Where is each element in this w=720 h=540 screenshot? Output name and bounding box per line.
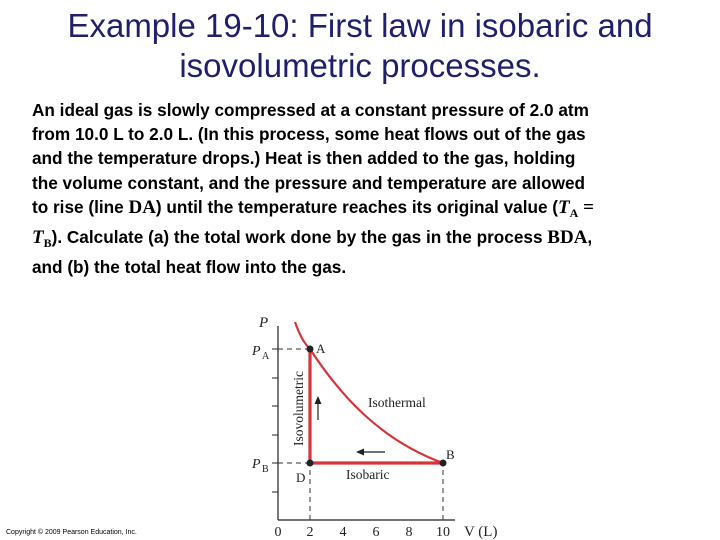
pa-sub: A xyxy=(262,351,270,362)
isobaric-label: Isobaric xyxy=(346,467,390,482)
point-d-label: D xyxy=(296,470,306,485)
problem-line-7: and (b) the total heat flow into the gas. xyxy=(32,257,347,278)
line5-equals: = xyxy=(578,196,594,218)
x-tick-10: 10 xyxy=(436,525,450,540)
x-tick-4: 4 xyxy=(339,525,347,540)
isovolumetric-label: Isovolumetric xyxy=(291,371,306,446)
title-line-2: isovolumetric processes. xyxy=(179,47,541,84)
point-d-marker xyxy=(307,460,314,467)
line5-t: T xyxy=(558,196,570,218)
problem-line-3: and the temperature drops.) Heat is then added to the gas, holding xyxy=(32,148,576,169)
problem-line-1: An ideal gas is slowly compressed at a constant pressure of 2.0 atm xyxy=(32,100,589,120)
left-arrow-head xyxy=(356,449,364,456)
copyright-notice: Copyright © 2009 Pearson Education, Inc. xyxy=(6,529,137,536)
line6-sub-b: B xyxy=(43,236,52,251)
y-ticks xyxy=(272,349,278,492)
problem-line-4: the volume constant, and the pressure and temperature are allowed xyxy=(32,172,586,193)
line5-da: DA xyxy=(128,196,156,218)
x-tick-2: 2 xyxy=(306,525,314,540)
isothermal-label: Isothermal xyxy=(368,395,426,410)
title-line-1: Example 19-10: First law in isobaric and xyxy=(67,7,653,44)
problem-line-2: from 10.0 L to 2.0 L. (In this process, some heat flows out of the gas xyxy=(32,124,586,145)
y-axis-label: P xyxy=(259,315,269,331)
line6-bda: BDA xyxy=(547,227,588,249)
line5-text-a: to rise (line xyxy=(32,196,129,217)
x-tick-6: 6 xyxy=(372,525,380,540)
x-tick-8: 8 xyxy=(405,525,413,540)
up-arrow-head xyxy=(315,396,322,404)
point-a-marker xyxy=(307,346,314,353)
pb-label: P xyxy=(252,457,261,472)
point-b-label: B xyxy=(446,447,455,462)
line5-sub-a: A xyxy=(569,205,579,220)
pa-label: P xyxy=(252,344,261,359)
line6-text-c: ). Calculate (a) the total work done by the gas in the process xyxy=(51,227,548,248)
x-tick-0: 0 xyxy=(274,525,282,540)
x-axis-label: V (L) xyxy=(464,524,498,540)
line5-text-c: ) until the temperature reaches its original value ( xyxy=(155,196,559,217)
line6-t: T xyxy=(32,227,44,249)
line6-comma: , xyxy=(587,227,593,248)
point-a-label: A xyxy=(316,341,326,356)
pb-sub: B xyxy=(262,464,269,475)
